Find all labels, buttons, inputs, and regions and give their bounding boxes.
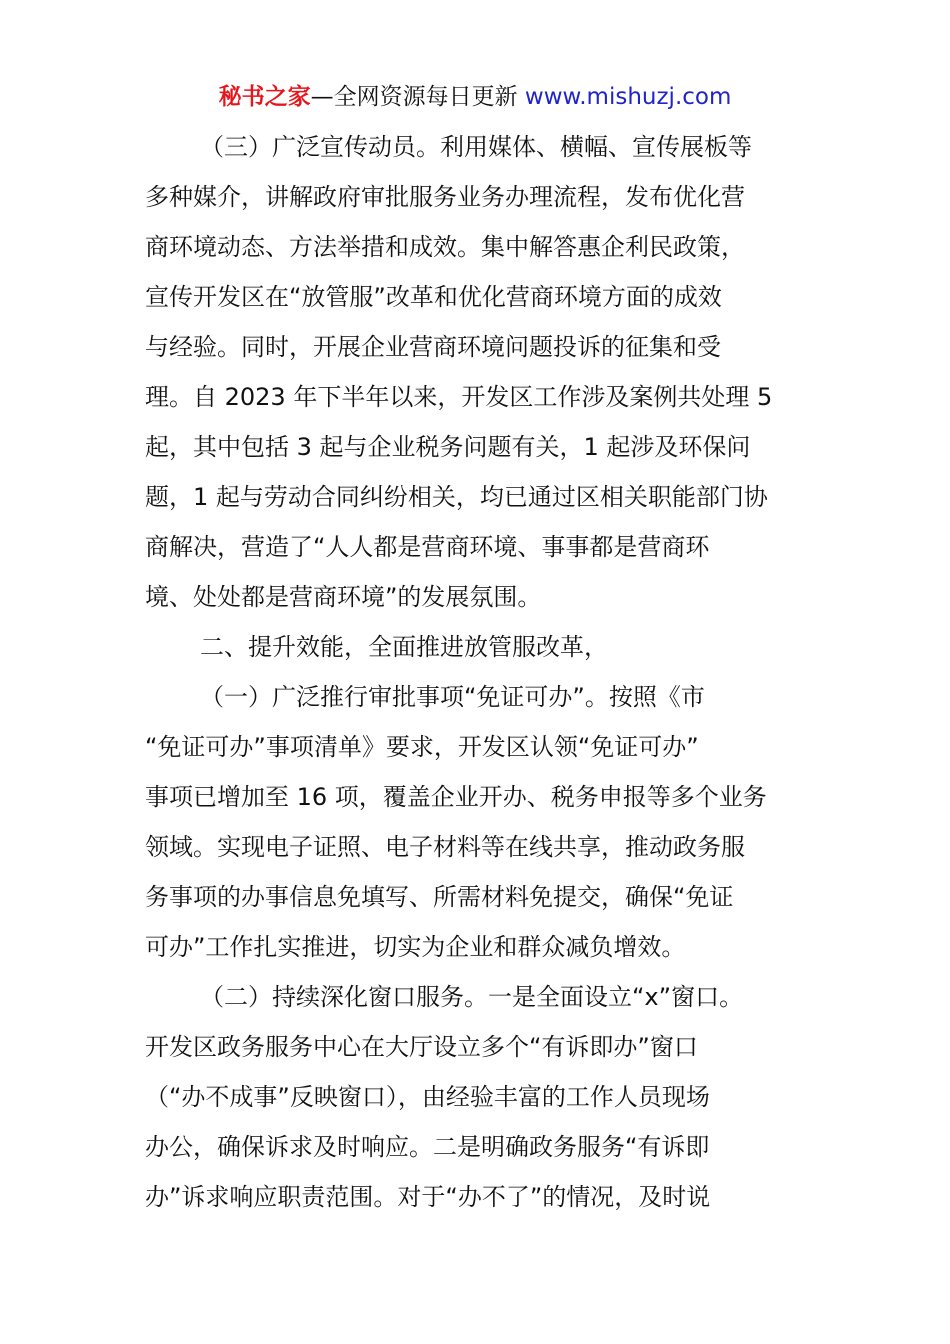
paragraph-line: 多种媒介，讲解政府审批服务业务办理流程，发布优化营 [145,183,745,211]
paragraph-line: 务事项的办事信息免填写、所需材料免提交，确保“免证 [145,883,734,911]
paragraph-line: 境、处处都是营商环境”的发展氛围。 [145,583,542,611]
paragraph-line: 起，其中包括 3 起与企业税务问题有关，1 起涉及环保问 [145,433,751,461]
paragraph-line: 事项已增加至 16 项，覆盖企业开办、税务申报等多个业务 [145,783,767,811]
site-url-link[interactable]: www.mishuzj.com [524,84,732,110]
paragraph-line: 办”诉求响应职责范围。对于“办不了”的情况，及时说 [145,1183,711,1211]
paragraph-line: 领域。实现电子证照、电子材料等在线共享，推动政务服 [145,833,745,861]
paragraph-line: “免证可办”事项清单》要求，开发区认领“免证可办” [145,733,699,761]
site-header [0,80,950,114]
paragraph-line: 办公，确保诉求及时响应。二是明确政务服务“有诉即 [145,1133,710,1161]
paragraph-line: （二）持续深化窗口服务。一是全面设立“x”窗口。 [200,983,744,1011]
paragraph-line: 宣传开发区在“放管服”改革和优化营商环境方面的成效 [145,283,722,311]
paragraph-line: （“办不成事”反映窗口），由经验丰富的工作人员现场 [145,1083,710,1111]
document-body [145,122,809,1222]
paragraph-line: （三）广泛宣传动员。利用媒体、横幅、宣传展板等 [200,133,752,161]
paragraph-line: 可办”工作扎实推进，切实为企业和群众减负增效。 [145,933,686,961]
header-tagline: —全网资源每日更新 [310,84,518,110]
paragraph-line: 商解决，营造了“人人都是营商环境、事事都是营商环 [145,533,710,561]
paragraph-line: 商环境动态、方法举措和成效。集中解答惠企利民政策， [145,233,745,261]
paragraph-line: （一）广泛推行审批事项“免证可办”。按照《市 [200,683,705,711]
brand-name: 秘书之家 [218,84,311,110]
paragraph-line: 理。自 2023 年下半年以来，开发区工作涉及案例共处理 5 [145,383,773,411]
paragraph-line: 开发区政务服务中心在大厅设立多个“有诉即办”窗口 [145,1033,698,1061]
paragraph-line: 题，1 起与劳动合同纠纷相关，均已通过区相关职能部门协 [145,483,768,511]
paragraph-line: 与经验。同时，开展企业营商环境问题投诉的征集和受 [145,333,721,361]
section-heading: 二、提升效能，全面推进放管服改革， [200,633,608,661]
